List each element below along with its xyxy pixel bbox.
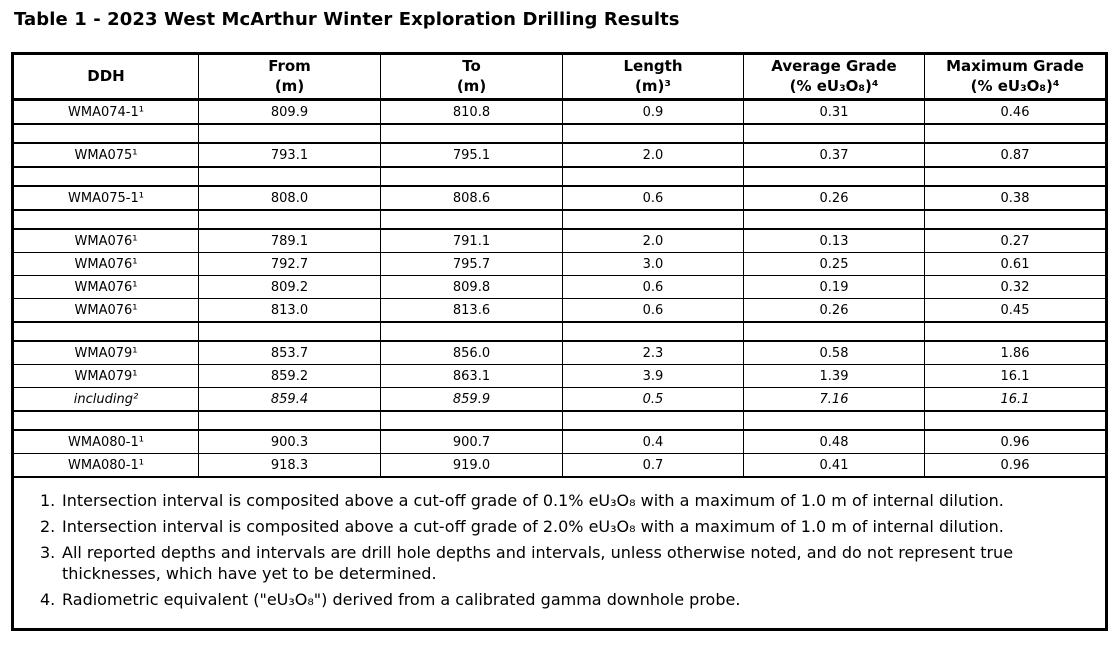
cell-from: 813.0 [199,299,381,323]
footnote-marker: 3. [40,543,56,562]
cell-ddh: WMA076¹ [13,229,199,253]
cell-ddh: WMA080-1¹ [13,430,199,454]
table-row [13,454,1107,478]
cell-to: 795.1 [381,143,563,167]
cell-to: 859.9 [381,388,563,412]
cell-maximum-grade: 0.61 [925,253,1107,276]
cell-maximum-grade: 0.27 [925,229,1107,253]
cell-length: 2.0 [563,143,744,167]
header-sublabel: (m) [274,76,305,95]
spacer-cell [199,210,381,229]
cell-from: 853.7 [199,341,381,365]
header-maximum-grade [925,54,1107,100]
spacer-cell [925,411,1107,430]
spacer-cell [199,167,381,186]
header-sublabel: (m) [456,76,487,95]
page-title: Table 1 - 2023 West McArthur Winter Exploration Drilling Results [14,9,680,30]
cell-maximum-grade: 1.86 [925,341,1107,365]
spacer-cell [744,322,925,341]
header-to [381,54,563,100]
header-length [563,54,744,100]
footnote-text: All reported depths and intervals are drill hole depths and intervals, unless otherwise noted, and do not represent true thicknesses, which have yet to be determined. [62,543,1014,583]
header-ddh [13,54,199,100]
cell-maximum-grade: 0.38 [925,186,1107,210]
spacer-cell [925,322,1107,341]
cell-length: 2.3 [563,341,744,365]
cell-average-grade: 0.58 [744,341,925,365]
table-row [13,299,1107,323]
header-sublabel: (% eU₃O₈)⁴ [789,76,879,95]
spacer-cell [199,411,381,430]
cell-average-grade: 0.37 [744,143,925,167]
footnote-text: Radiometric equivalent ("eU₃O₈") derived from a calibrated gamma downhole probe. [62,590,741,609]
cell-maximum-grade: 0.32 [925,276,1107,299]
cell-length: 3.9 [563,365,744,388]
table-body [13,100,1107,478]
cell-maximum-grade: 0.87 [925,143,1107,167]
cell-ddh: WMA075¹ [13,143,199,167]
cell-maximum-grade: 0.96 [925,430,1107,454]
spacer-row [13,322,1107,341]
footnote-item [40,516,1079,537]
cell-to: 809.8 [381,276,563,299]
cell-to: 856.0 [381,341,563,365]
cell-from: 789.1 [199,229,381,253]
spacer-cell [925,210,1107,229]
cell-from: 809.9 [199,100,381,125]
spacer-cell [925,124,1107,143]
cell-average-grade: 0.41 [744,454,925,478]
cell-length: 0.6 [563,299,744,323]
cell-ddh: including² [13,388,199,412]
cell-from: 900.3 [199,430,381,454]
cell-average-grade: 0.19 [744,276,925,299]
spacer-cell [13,210,199,229]
cell-to: 900.7 [381,430,563,454]
cell-from: 792.7 [199,253,381,276]
spacer-cell [199,124,381,143]
spacer-cell [381,167,563,186]
spacer-cell [563,322,744,341]
table-row [13,430,1107,454]
spacer-row [13,167,1107,186]
cell-ddh: WMA074-1¹ [13,100,199,125]
spacer-cell [744,167,925,186]
cell-average-grade: 0.26 [744,299,925,323]
table-row [13,143,1107,167]
cell-average-grade: 0.25 [744,253,925,276]
spacer-cell [199,322,381,341]
spacer-cell [13,411,199,430]
cell-maximum-grade: 0.46 [925,100,1107,125]
cell-ddh: WMA079¹ [13,365,199,388]
table-row [13,186,1107,210]
cell-ddh: WMA079¹ [13,341,199,365]
table-row [13,229,1107,253]
cell-to: 810.8 [381,100,563,125]
header-row [13,54,1107,100]
table-row [13,100,1107,125]
header-sublabel: (m)³ [635,76,671,95]
cell-ddh: WMA076¹ [13,276,199,299]
cell-maximum-grade: 16.1 [925,388,1107,412]
spacer-row [13,124,1107,143]
cell-average-grade: 1.39 [744,365,925,388]
spacer-cell [13,124,199,143]
cell-length: 0.5 [563,388,744,412]
header-average-grade [744,54,925,100]
cell-to: 813.6 [381,299,563,323]
spacer-cell [13,167,199,186]
table-footnotes [13,477,1107,630]
footnote-item [40,542,1079,584]
cell-maximum-grade: 0.96 [925,454,1107,478]
footnote-item [40,589,1079,610]
spacer-cell [744,124,925,143]
spacer-cell [381,124,563,143]
spacer-cell [563,210,744,229]
spacer-cell [381,322,563,341]
header-label: From [268,57,311,76]
header-label: DDH [87,66,125,85]
cell-average-grade: 0.48 [744,430,925,454]
table-row [13,341,1107,365]
cell-length: 0.6 [563,276,744,299]
cell-average-grade: 7.16 [744,388,925,412]
cell-from: 793.1 [199,143,381,167]
spacer-cell [744,210,925,229]
table-row [13,276,1107,299]
spacer-cell [13,322,199,341]
header-label: Length [623,57,683,76]
spacer-cell [925,167,1107,186]
cell-from: 918.3 [199,454,381,478]
cell-to: 863.1 [381,365,563,388]
header-label: Maximum Grade [946,57,1084,76]
spacer-cell [381,411,563,430]
spacer-cell [563,124,744,143]
cell-from: 809.2 [199,276,381,299]
cell-ddh: WMA076¹ [13,299,199,323]
header-label: Average Grade [771,57,897,76]
footnote-cell [13,477,1107,630]
cell-length: 0.4 [563,430,744,454]
footnote-text: Intersection interval is composited above a cut-off grade of 0.1% eU₃O₈ with a maximum of 1.0 m of internal dilution. [62,491,1004,510]
drilling-results-table [11,52,1108,631]
cell-maximum-grade: 0.45 [925,299,1107,323]
table-row [13,365,1107,388]
cell-length: 2.0 [563,229,744,253]
cell-from: 859.2 [199,365,381,388]
footnote-marker: 2. [40,517,56,536]
spacer-cell [381,210,563,229]
header-from [199,54,381,100]
cell-average-grade: 0.31 [744,100,925,125]
cell-to: 919.0 [381,454,563,478]
spacer-row [13,210,1107,229]
cell-from: 808.0 [199,186,381,210]
cell-ddh: WMA080-1¹ [13,454,199,478]
table-row [13,253,1107,276]
spacer-cell [744,411,925,430]
footnote-marker: 4. [40,590,56,609]
cell-length: 3.0 [563,253,744,276]
footnote-row [13,477,1107,630]
table-header [13,54,1107,100]
cell-maximum-grade: 16.1 [925,365,1107,388]
cell-length: 0.6 [563,186,744,210]
footnote-marker: 1. [40,491,56,510]
cell-ddh: WMA076¹ [13,253,199,276]
cell-ddh: WMA075-1¹ [13,186,199,210]
spacer-cell [563,167,744,186]
cell-length: 0.9 [563,100,744,125]
cell-length: 0.7 [563,454,744,478]
table-row [13,388,1107,412]
spacer-row [13,411,1107,430]
cell-average-grade: 0.26 [744,186,925,210]
cell-to: 791.1 [381,229,563,253]
footnote-text: Intersection interval is composited above a cut-off grade of 2.0% eU₃O₈ with a maximum of 1.0 m of internal dilution. [62,517,1004,536]
cell-to: 808.6 [381,186,563,210]
document-page [0,9,1116,657]
spacer-cell [563,411,744,430]
footnote-item [40,490,1079,511]
cell-to: 795.7 [381,253,563,276]
cell-from: 859.4 [199,388,381,412]
cell-average-grade: 0.13 [744,229,925,253]
header-label: To [462,57,481,76]
header-sublabel: (% eU₃O₈)⁴ [970,76,1060,95]
